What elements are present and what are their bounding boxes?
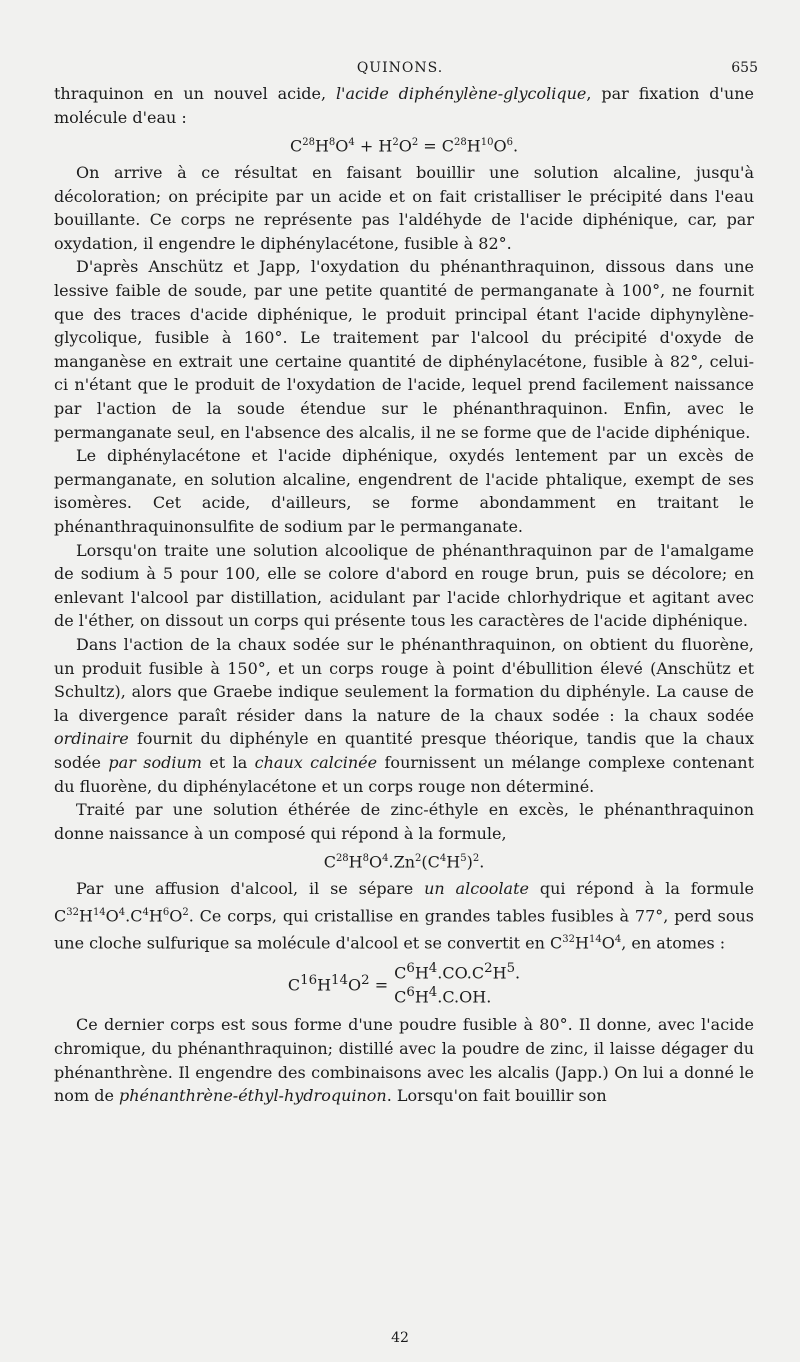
superscript: 32 [562, 933, 576, 945]
formula-right [394, 959, 520, 1008]
text-run: Ce dernier corps est sous forme d'une poudre fusible à 80°. Il donne, avec l'acide chromique, du phénanthraquinon; distillé avec la poudre de zinc, il laisse dégager du phénanthrène. Il engendre des combinaisons avec les alcalis (Japp.) On lui a donné le nom de [54, 1015, 754, 1106]
text-run: Dans l'action de la chaux sodée sur le phénanthraquinon, on obtient du fluorène, un produit fusible à 150°, et un corps rouge à point d'ébullition élevé (Anschütz et Schultz), alors que Graebe indique seulement la formation du diphényle. La cause de la divergence paraît résider dans la nature de la chaux sodée : la chaux sodée [54, 634, 754, 725]
text-run: thraquinon en un nouvel acide, [54, 84, 336, 103]
paragraph [54, 161, 754, 255]
text-run: H [148, 906, 163, 926]
paragraph [54, 877, 754, 954]
superscript: 14 [588, 933, 602, 945]
superscript: 4 [118, 906, 126, 918]
text-run: O [169, 906, 183, 926]
text-run: fournit du diphényle en quantité presque théorique, tandis que la chaux sodée [54, 729, 754, 772]
chemical-formula: $C^{28}H^8O^4.Zn^2(C^4H^5)^2$. [323, 852, 485, 872]
paragraph [54, 255, 754, 444]
chemical-formula: $C^{28}H^8O^4 + H^2O^2 = C^{28}H^{10}O^6$. [289, 136, 519, 156]
italic-term: phénanthrène-éthyl-hydroquinon [119, 1086, 387, 1106]
text-run: Lorsqu'on traite une solution alcoolique de phénanthraquinon par de l'amalgame de sodium à 5 pour 100, elle se colore d'abord en rouge brun, puis se décolore; en enlevant l'alcool par distillation, acidulant par l'acide chlorhydrique et agitant avec de l'éther, on dissout un corps qui présente tous les caractères de l'acide diphénique. [54, 540, 754, 631]
signature-mark: 42 [391, 1330, 409, 1346]
body-text [54, 82, 754, 1108]
italic-term: un alcoolate [424, 879, 529, 899]
paragraph [54, 539, 754, 633]
superscript: 4 [614, 933, 622, 945]
paragraph [54, 633, 754, 798]
text-run: O [601, 933, 615, 953]
superscript: 32 [66, 906, 79, 918]
structural-formula [54, 959, 754, 1008]
text-run: H [575, 933, 589, 953]
italic-term: chaux calcinée [254, 752, 378, 772]
text-run: H [78, 906, 93, 926]
italic-term: ordinaire [54, 729, 129, 749]
text-run: On arrive à ce résultat en faisant bouillir une solution alcaline, jusqu'à décoloration; on précipite par un acide et on fait cristalliser le précipité dans l'eau bouillante. Ce corps ne représente pas l'aldéhyde de l'acide diphénique, car, par oxydation, il engendre le diphénylacétone, fusible à 82°. [54, 163, 754, 253]
text-run: qui répond à la formule C [54, 879, 754, 926]
text-run: , par fixation d'une molécule d'eau : [54, 84, 755, 127]
text-run: .C [125, 906, 143, 926]
formula-top-line: $C^6H^4.CO.C^2H^5$. [394, 960, 521, 983]
running-head: QUINONS. [356, 60, 444, 76]
superscript: 14 [92, 906, 106, 918]
formula-left: $C^{16}H^{14}O^2$ = [287, 973, 389, 995]
text-run: . Lorsqu'on fait bouillir son [386, 1086, 607, 1106]
text-run: D'après Anschütz et Japp, l'oxydation du phénanthraquinon, dissous dans une lessive faible de soude, par une petite quantité de permanganate à 100°, ne fournit que des traces d'acide diphénique, le produit principal étant l'acide diphynylène-glycolique, fusible à 160°. Le traitement par l'alcool du précipité d'oxyde de manganèse en extrait une certaine quantité de diphénylacétone, fusible à 82°, celui-ci n'étant que le produit de l'oxydation de l'acide, lequel prend facilement naissance par l'action de la soude étendue sur le phénanthraquinon. Enfin, avec le permanganate seul, en l'absence des alcalis, il ne se forme que de l'acide diphénique. [54, 257, 754, 442]
superscript: 6 [162, 906, 170, 918]
text-run: O [105, 906, 119, 926]
text-run: Traité par une solution éthérée de zinc-éthyle en excès, le phénanthraquinon donne naissance à un composé qui répond à la formule, [54, 800, 754, 843]
page-header [0, 60, 800, 80]
text-run: . Ce corps, qui cristallise en grandes tables fusibles à 77°, perd sous une cloche sulfurique sa molécule d'alcool et se convertit en C [54, 906, 754, 953]
superscript: 2 [182, 906, 189, 918]
paragraph [54, 444, 754, 538]
text-run: , en atomes : [621, 933, 726, 953]
text-run: et la [201, 752, 255, 772]
formula-bottom-line: $C^6H^4.C.OH$. [394, 985, 492, 1007]
paragraph [54, 798, 754, 845]
text-run: Par une affusion d'alcool, il se sépare [76, 879, 425, 899]
page-number: 655 [731, 60, 758, 76]
paragraph [54, 1013, 754, 1107]
superscript: 4 [142, 906, 149, 918]
paragraph [54, 82, 754, 129]
italic-term: l'acide diphénylène-glycolique [335, 84, 587, 103]
italic-term: par sodium [108, 752, 202, 772]
text-run: Le diphénylacétone et l'acide diphénique, oxydés lentement par un excès de permanganate, en solution alcaline, engendrent de l'acide phtalique, exempt de ses isomères. Cet acide, d'ailleurs, se forme abondamment en traitant le phénanthraquinonsulfite de sodium par le permanganate. [54, 446, 754, 537]
text-run: fournissent un mélange complexe contenant du fluorène, du diphénylacétone et un corps rouge non déterminé. [54, 752, 755, 796]
